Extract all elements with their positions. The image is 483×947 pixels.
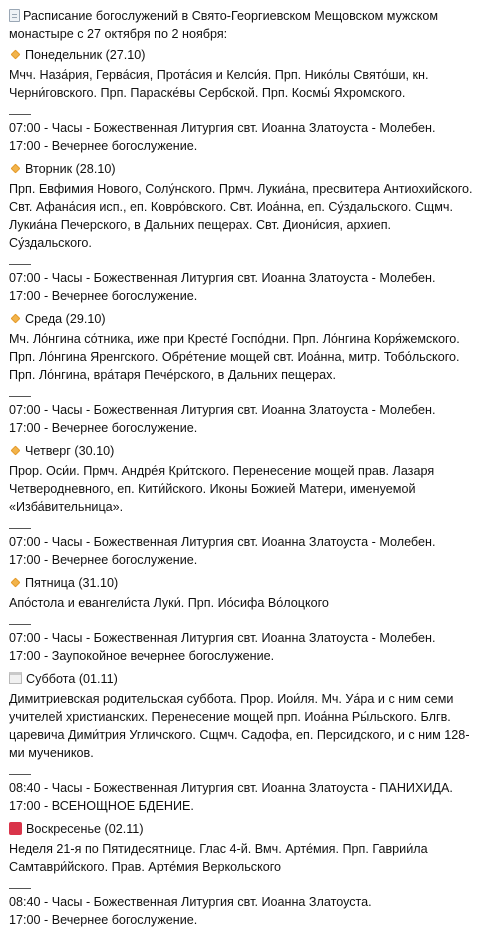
service-line: 17:00 - Вечернее богослужение.: [9, 913, 198, 927]
separator: [9, 396, 31, 397]
separator: [9, 528, 31, 529]
day-title: Вторник (28.10): [25, 162, 116, 176]
separator: [9, 264, 31, 265]
day-saints: Мч. Ло́нгина со́тника, иже при Кресте́ Госпо́дни. Прп. Ло́нгина Коря́жемского. Прп. Ло́нгина Яренгского. Обре́тение мощей свт. Иоа́нна, митр. Тобо́льского. Прп. Ло́нгина, вра́таря Пече́рского, в Дальних пещерах.: [9, 332, 460, 382]
day-thursday: [9, 442, 477, 569]
day-saints: Димитриевская родительская суббота. Прор. Иои́ля. Мч. Уа́ра и с ним семи учителей христианских. Перенесение мощей прп. Иоа́нна Ры́льского. Блгв. царевича Дими́трия Угличского. Сщмч. Садофа, еп. Персидского, и с ним 128-ми мучеников.: [9, 692, 470, 760]
document-icon: [9, 9, 20, 22]
service-line: 17:00 - Вечернее богослужение.: [9, 421, 198, 435]
day-tuesday: [9, 160, 477, 305]
diamond-icon: [11, 446, 21, 456]
service-line: 07:00 - Часы - Божественная Литургия свт. Иоанна Златоуста - Молебен.: [9, 271, 436, 285]
service-line: 08:40 - Часы - Божественная Литургия свт. Иоанна Златоуста.: [9, 895, 372, 909]
service-line: 17:00 - Вечернее богослужение.: [9, 139, 198, 153]
day-title: Суббота (01.11): [26, 672, 118, 686]
diamond-icon: [11, 50, 21, 60]
service-line: 07:00 - Часы - Божественная Литургия свт. Иоанна Златоуста - Молебен.: [9, 403, 436, 417]
service-line: 17:00 - ВСЕНОЩНОЕ БДЕНИЕ.: [9, 799, 194, 813]
day-services: [9, 401, 477, 437]
day-title: Среда (29.10): [25, 312, 106, 326]
day-wednesday: [9, 310, 477, 437]
day-title: Пятница (31.10): [25, 576, 119, 590]
day-saints: Мчч. Наза́рия, Герва́сия, Прота́сия и Келси́я. Прп. Нико́лы Свято́ши, кн. Черни́говского. Прп. Параске́вы Сербской. Прп. Космы́ Яхромского.: [9, 68, 429, 100]
separator: [9, 888, 31, 889]
day-services: [9, 629, 477, 665]
day-services: [9, 119, 477, 155]
service-line: 17:00 - Вечернее богослужение.: [9, 553, 198, 567]
diamond-icon: [11, 578, 21, 588]
day-title: Четверг (30.10): [25, 444, 115, 458]
diamond-icon: [11, 164, 21, 174]
day-services: [9, 893, 477, 929]
day-saints: Прп. Евфимия Нового, Солу́нского. Прмч. Лукиа́на, пресвитера Антиохийского. Свт. Афана́сия исп., еп. Ковро́вского. Свт. Иоа́нна, еп. Су́здальского. Сщмч. Лукиа́на Печерского, в Дальних пещерах. Свт. Диони́сия, архиеп. Су́здальского.: [9, 182, 473, 250]
day-sunday: [9, 820, 477, 929]
calendar-gray-icon: [9, 672, 22, 684]
service-line: 07:00 - Часы - Божественная Литургия свт. Иоанна Златоуста - Молебен.: [9, 631, 436, 645]
schedule-title: Расписание богослужений в Свято-Георгиевском Мещовском мужском монастыре с 27 октября по 2 ноября:: [9, 9, 439, 41]
service-line: 07:00 - Часы - Божественная Литургия свт. Иоанна Златоуста - Молебен.: [9, 535, 436, 549]
schedule-header: [9, 7, 477, 43]
calendar-red-icon: [9, 822, 22, 835]
day-friday: [9, 574, 477, 665]
day-title: Воскресенье (02.11): [26, 822, 144, 836]
day-services: [9, 533, 477, 569]
day-services: [9, 269, 477, 305]
day-saints: Апо́стола и евангели́ста Луки́. Прп. Ио́сифа Во́лоцкого: [9, 596, 329, 610]
service-line: 07:00 - Часы - Божественная Литургия свт. Иоанна Златоуста - Молебен.: [9, 121, 436, 135]
day-services: [9, 779, 477, 815]
separator: [9, 624, 31, 625]
day-monday: [9, 46, 477, 155]
service-line: 17:00 - Вечернее богослужение.: [9, 289, 198, 303]
day-saints: Неделя 21-я по Пятидесятнице. Глас 4-й. Вмч. Арте́мия. Прп. Гаврии́ла Самтаври́йского. Прав. Арте́мия Веркольского: [9, 842, 428, 874]
day-saturday: [9, 670, 477, 815]
service-line: 17:00 - Заупокойное вечернее богослужение.: [9, 649, 275, 663]
separator: [9, 774, 31, 775]
separator: [9, 114, 31, 115]
day-title: Понедельник (27.10): [25, 48, 146, 62]
day-saints: Прор. Оси́и. Прмч. Андре́я Кри́тского. Перенесение мощей прав. Лазаря Четверодневного, еп. Кити́йского. Иконы Божией Матери, именуемой «Изба́вительница».: [9, 464, 435, 514]
service-line: 08:40 - Часы - Божественная Литургия свт. Иоанна Златоуста - ПАНИХИДА.: [9, 781, 453, 795]
diamond-icon: [11, 314, 21, 324]
